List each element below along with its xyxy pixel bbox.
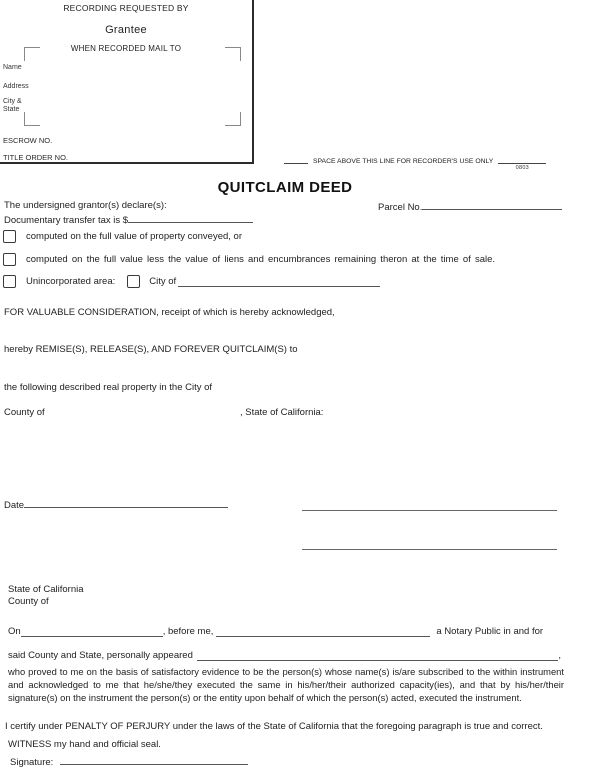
unincorporated-area-checkbox[interactable] — [3, 275, 16, 288]
date-label: Date — [4, 500, 25, 511]
address-window-corner-tr-icon — [225, 47, 241, 61]
state-label: State — [3, 106, 20, 113]
transfer-tax-field[interactable] — [128, 213, 253, 223]
appeared-name-field[interactable] — [197, 651, 559, 661]
remise-line: hereby REMISE(S), RELEASE(S), AND FOREVER QUITCLAIM(S) to — [4, 344, 298, 355]
less-liens-label: computed on the full value less the value of liens and encumbrances remaining theron at the time of sale. — [26, 254, 496, 265]
state-of-california-label: , State of California: — [240, 407, 324, 418]
address-label: Address — [3, 83, 29, 90]
notary-name-field[interactable] — [216, 627, 430, 637]
name-label: Name — [3, 64, 22, 71]
date-row — [4, 498, 228, 511]
city-of-field[interactable] — [178, 277, 380, 287]
notary-public-label: a Notary Public in and for — [436, 626, 544, 637]
appeared-comma: , — [558, 650, 561, 661]
grantor-declaration-label: The undersigned grantor(s) declare(s): — [4, 200, 167, 211]
full-value-label: computed on the full value of property conveyed, or — [26, 231, 242, 242]
county-of-label: County of — [4, 407, 45, 418]
city-of-label: City of — [149, 276, 177, 287]
witness-line: WITNESS my hand and official seal. — [8, 739, 161, 750]
on-label: On — [8, 626, 21, 637]
recorder-use-row — [284, 157, 546, 171]
transfer-tax-row — [4, 213, 253, 226]
parcel-no-field[interactable] — [422, 200, 562, 210]
grantor-signature-line-1[interactable] — [302, 510, 557, 511]
option-full-value-row — [3, 230, 242, 243]
city-label: City & — [3, 98, 22, 105]
parcel-no-label: Parcel No. — [378, 202, 423, 213]
address-window-corner-bl-icon — [24, 112, 40, 126]
address-window-corner-br-icon — [225, 112, 241, 126]
appeared-row — [8, 650, 561, 661]
address-window-corner-tl-icon — [24, 47, 40, 61]
before-me-label: , before me, — [162, 626, 214, 637]
space-above-line-note: SPACE ABOVE THIS LINE FOR RECORDER'S USE ONLY — [313, 158, 494, 165]
appeared-label: said County and State, personally appeared — [8, 650, 193, 661]
grantor-signature-line-2[interactable] — [302, 549, 557, 550]
notary-signature-row — [10, 755, 248, 768]
transfer-tax-label: Documentary transfer tax is $ — [4, 215, 129, 226]
notary-date-field[interactable] — [21, 627, 163, 637]
date-field[interactable] — [24, 498, 228, 508]
parcel-no-row — [378, 200, 562, 213]
city-checkbox[interactable] — [127, 275, 140, 288]
notary-on-row — [8, 626, 543, 637]
recorder-rule-right — [498, 163, 546, 164]
property-city-line: the following described real property in the City of — [4, 382, 213, 393]
recording-requested-by-label: RECORDING REQUESTED BY — [63, 3, 189, 13]
form-number: 0803 — [515, 165, 530, 171]
recorder-header-block — [0, 0, 254, 164]
title-order-no-label: TITLE ORDER NO. — [3, 153, 69, 162]
consideration-line: FOR VALUABLE CONSIDERATION, receipt of which is hereby acknowledged, — [4, 307, 335, 318]
recording-requested-by-value: Grantee — [105, 24, 147, 36]
unincorporated-area-label: Unincorporated area: — [26, 276, 116, 287]
signature-label: Signature: — [10, 757, 54, 768]
option-area-row — [3, 275, 380, 288]
when-recorded-mail-to-label: WHEN RECORDED MAIL TO — [70, 44, 182, 53]
full-value-checkbox[interactable] — [3, 230, 16, 243]
escrow-no-label: ESCROW NO. — [3, 136, 53, 145]
acknowledgment-paragraph: who proved to me on the basis of satisfactory evidence to be the person(s) whose name(s) is/are subscribed to the within instrument and acknowledged to me that he/she/they executed the same in his/her/their authorized capacity(ies), and that by his/her/their signature(s) on the instrument the person(s) or the entity upon behalf of which the person(s) acted, executed the instrument. — [8, 666, 564, 704]
page-title: QUITCLAIM DEED — [217, 179, 353, 196]
recorder-rule-left — [284, 163, 308, 164]
notary-signature-field[interactable] — [60, 755, 248, 765]
perjury-statement: I certify under PENALTY OF PERJURY under the laws of the State of California that the foregoing paragraph is true and correct. — [5, 721, 543, 732]
notary-county-line: County of — [8, 596, 49, 607]
less-liens-checkbox[interactable] — [3, 253, 16, 266]
option-less-liens-row — [3, 253, 495, 266]
notary-state-line: State of California — [8, 584, 84, 595]
